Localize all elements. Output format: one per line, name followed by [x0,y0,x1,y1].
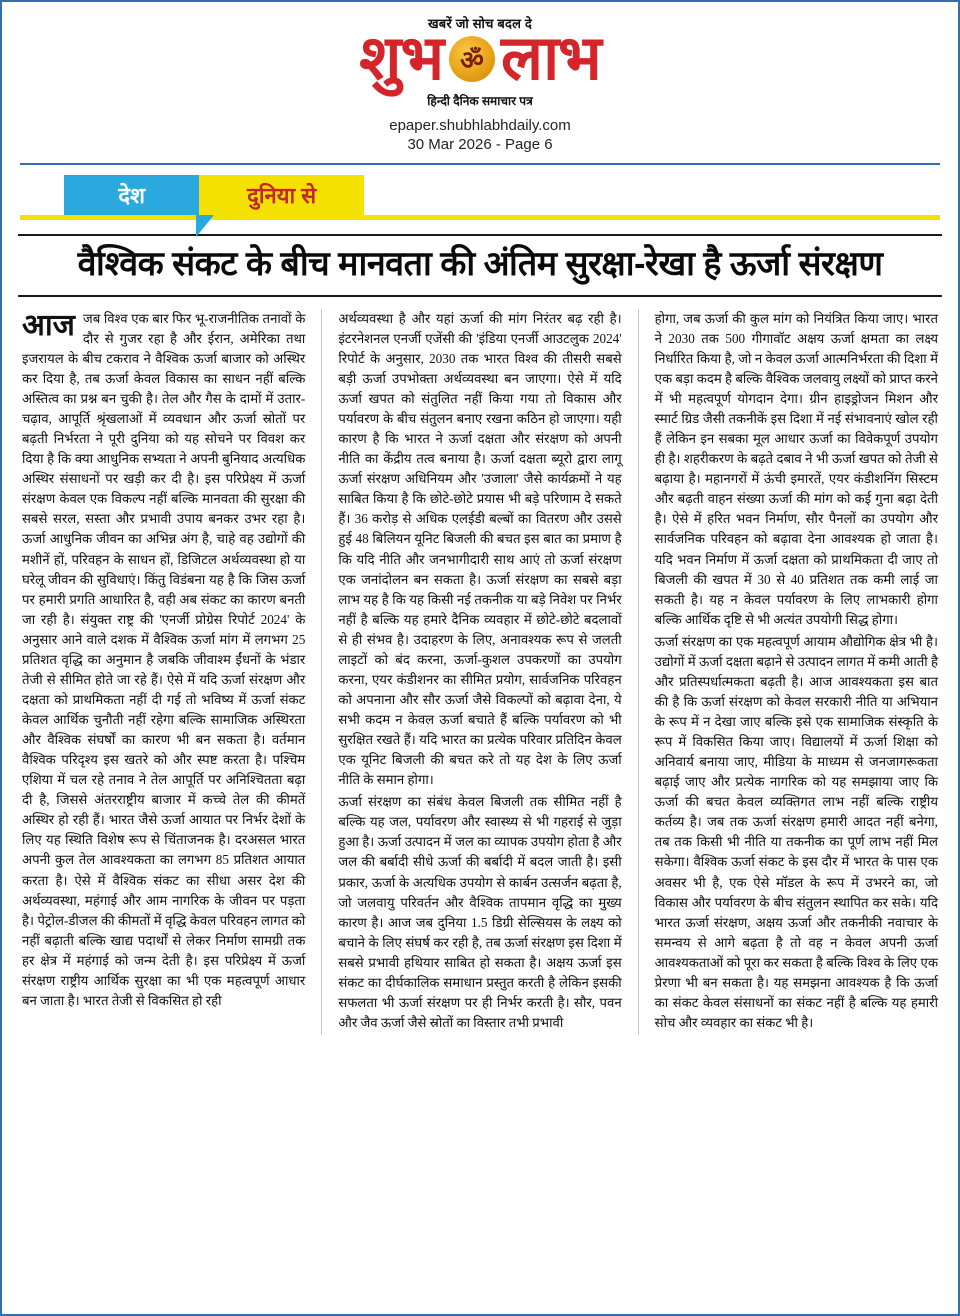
tab-duniya-se[interactable]: दुनिया से [199,175,364,215]
paragraph: होगा, जब ऊर्जा की कुल मांग को नियंत्रित किया जाए। भारत ने 2030 तक 500 गीगावॉट अक्षय ऊर्जा क्षमता का लक्ष्य निर्धारित किया है, जो न केवल ऊर्जा आत्मनिर्भरता की दिशा में एक बड़ा कदम है बल्कि वैश्विक जलवायु लक्ष्यों को प्राप्त करने में भी महत्वपूर्ण योगदान देगा। ग्रीन हाइड्रोजन मिशन और स्मार्ट ग्रिड जैसी तकनीकें इस दिशा में नई संभावनाएं खोल रही हैं लेकिन इन सबका मूल आधार ऊर्जा का विवेकपूर्ण उपयोग ही है। शहरीकरण के बढ़ते दबाव ने भी ऊर्जा खपत को तेजी से बढ़ाया है। महानगरों में ऊंची इमारतें, एयर कंडीशनिंग सिस्टम और बढ़ती वाहन संख्या ऊर्जा की मांग को कई गुना बढ़ा देती है। ऐसे में हरित भवन निर्माण, सौर पैनलों का उपयोग और सार्वजनिक परिवहन को बढ़ावा देना आवश्यक हो जाता है। यदि भवन निर्माण में ऊर्जा दक्षता को प्राथमिकता दी जाए तो बिजली की खपत में 30 से 40 प्रतिशत तक कमी लाई जा सकती है। यह न केवल पर्यावरण के लिए लाभकारी होगा बल्कि आर्थिक दृष्टि से भी अत्यंत उपयोगी सिद्ध होगा। [654,310,938,627]
paragraph: ऊर्जा संरक्षण का संबंध केवल बिजली तक सीमित नहीं है बल्कि यह जल, पर्यावरण और स्वास्थ्य से भी गहराई से जुड़ा हुआ है। ऊर्जा उत्पादन में जल का व्यापक उपयोग होता है और जल की बर्बादी सीधे ऊर्जा की बर्बादी में बदल जाती है। इसी प्रकार, ऊर्जा के अत्यधिक उपयोग से कार्बन उत्सर्जन बढ़ता है, जो जलवायु परिवर्तन और वैश्विक तापमान वृद्धि का मुख्य कारण है। आज जब दुनिया 1.5 डिग्री सेल्सियस के लक्ष्य को बचाने के लिए संघर्ष कर रही है, तब ऊर्जा संरक्षण इस दिशा में सबसे प्रभावी हथियार साबित हो सकता है। अक्षय ऊर्जा इस संकट का दीर्घकालिक समाधान प्रस्तुत करती है लेकिन इसकी सफलता भी ऊर्जा संरक्षण पर ही निर्भर करती है। सौर, पवन और जैव ऊर्जा जैसे स्रोतों का विस्तार तभी प्रभावी [338,794,622,1030]
date-and-page: 30 Mar 2026 - Page 6 [407,136,553,153]
masthead-title [359,24,601,93]
headline-band [18,234,942,297]
epaper-website[interactable]: epaper.shubhlabhdaily.com [389,117,571,134]
om-ornament-icon: ॐ [449,36,495,82]
tabs-underline [20,215,940,220]
column-divider [321,309,322,1035]
masthead-title-right: लाभ [501,24,601,93]
masthead-subtitle: हिन्दी दैनिक समाचार पत्र [427,94,533,108]
masthead-title-left: शुभ [359,24,444,93]
article-body [2,297,958,1049]
page-title: वैश्विक संकट के बीच मानवता की अंतिम सुरक्षा-रेखा है ऊर्जा संरक्षण [77,245,883,283]
section-tabs [64,175,364,215]
masthead-divider [20,163,940,165]
column-divider [638,309,639,1035]
masthead-tagline: खबरें जो सोच बदल दे [427,16,533,31]
newspaper-logo [349,12,610,113]
article-column-3 [655,309,938,1035]
paragraph: जब विश्व एक बार फिर भू-राजनीतिक तनावों के दौर से गुजर रहा है और ईरान, अमेरिका तथा इजरायल के बीच टकराव ने वैश्विक ऊर्जा बाजार को अस्थिर कर दिया है, तब ऊर्जा केवल विकास का साधन नहीं बल्कि अस्तित्व का प्रश्न बन चुकी है। तेल और गैस के दामों में उतार-चढ़ाव, आपूर्ति श्रृंखलाओं में व्यवधान और ऊर्जा स्रोतों पर बढ़ती निर्भरता ने पूरी दुनिया को यह सोचने पर विवश कर दिया है कि क्या आधुनिक सभ्यता ने अपनी बुनियाद अत्यधिक अस्थिर संसाधनों पर खड़ी कर दी है। इस परिप्रेक्ष्य में ऊर्जा संरक्षण केवल एक विकल्प नहीं बल्कि मानवता की सुरक्षा की सबसे सरल, सस्ता और प्रभावी उपाय बनकर उभर रहा है। ऊर्जा आधुनिक जीवन का अभिन्न अंग है, चाहे वह उद्योगों की मशीनें हों, परिवहन के साधन हों, डिजिटल अर्थव्यवस्था हो या घरेलू जीवन की सुविधाएं। किंतु विडंबना यह है कि जिस ऊर्जा पर हमारी प्रगति आधारित है, वही अब संकट का कारण बनती जा रही है। संयुक्त राष्ट्र की 'एनर्जी प्रोग्रेस रिपोर्ट 2024' के अनुसार आने वाले दशक में वैश्विक ऊर्जा मांग में लगभग 25 प्रतिशत वृद्धि का अनुमान है जबकि जीवाश्म ईंधनों के भंडार तेजी से सीमित होते जा रहे हैं। ऐसे में यदि ऊर्जा संरक्षण और दक्षता को प्राथमिकता नहीं दी गई तो भविष्य में ऊर्जा संकट केवल आर्थिक चुनौती नहीं रहेगा बल्कि सामाजिक अस्थिरता और वैश्विक संघर्षों का कारण भी बन सकता है। वर्तमान वैश्विक परिदृश्य इस खतरे को और स्पष्ट करता है। पश्चिम एशिया में चल रहे तनाव ने तेल आपूर्ति पर अनिश्चितता बढ़ा दी है, जिससे अंतरराष्ट्रीय बाजार में कच्चे तेल की कीमतें अस्थिर हो रही हैं। भारत जैसे ऊर्जा आयात पर निर्भर देशों के लिए यह स्थिति विशेष रूप से चिंताजनक है। दरअसल भारत अपनी कुल तेल आवश्यकता का लगभग 85 प्रतिशत आयात करता है। ऐसे में वैश्विक संकट का सीधा असर देश की अर्थव्यवस्था, महंगाई और आम नागरिक के जीवन पर पड़ता है। पेट्रोल-डीजल की कीमतों में वृद्धि केवल परिवहन लागत को नहीं बढ़ाती बल्कि खाद्य पदार्थों से लेकर निर्माण सामग्री तक हर क्षेत्र में महंगाई को जन्म देती है। इस परिप्रेक्ष्य में ऊर्जा संरक्षण राष्ट्रीय आर्थिक सुरक्षा का भी एक महत्वपूर्ण आधार बन जाता है। भारत तेजी से विकसित हो रही [22,310,306,1008]
paragraph: ऊर्जा संरक्षण का एक महत्वपूर्ण आयाम औद्योगिक क्षेत्र भी है। उद्योगों में ऊर्जा दक्षता बढ़ाने से उत्पादन लागत में कमी आती है और प्रतिस्पर्धात्मकता बढ़ती है। आज आवश्यकता इस बात की है कि ऊर्जा संरक्षण को केवल सरकारी नीति या अभियान के रूप में न देखा जाए बल्कि इसे एक सामाजिक संस्कृति के रूप में विकसित किया जाए। विद्यालयों में ऊर्जा शिक्षा को अनिवार्य बनाया जाए, मीडिया के माध्यम से जनजागरूकता बढ़ाई जाए और प्रत्येक नागरिक को यह समझाया जाए कि ऊर्जा की बचत केवल व्यक्तिगत लाभ नहीं बल्कि राष्ट्रीय कर्तव्य है। जब तक ऊर्जा संरक्षण हमारी आदत नहीं बनेगा, तब तक किसी भी नीति या तकनीक का पूर्ण लाभ नहीं मिल सकेगा। वैश्विक ऊर्जा संकट के इस दौर में भारत के पास एक अवसर भी है, एक ऐसे मॉडल के रूप में उभरने का, जो विकास और पर्यावरण के बीच संतुलन स्थापित कर सके। यदि भारत ऊर्जा संरक्षण, अक्षय ऊर्जा और तकनीकी नवाचार के समन्वय से आगे बढ़ता है तो वह न केवल अपनी ऊर्जा आवश्यकताओं को पूरा कर सकता है बल्कि विश्व के लिए एक प्रेरणा भी बन सकता है। यह समझना आवश्यक है कि ऊर्जा का संकट केवल संसाधनों का संकट नहीं है बल्कि यह हमारी सोच और व्यवहार का संकट भी है। [654,633,938,1030]
masthead [2,2,958,153]
article-column-2 [338,309,621,1035]
tab-desh[interactable]: देश [64,175,199,215]
article-column-1 [22,309,305,1035]
tab-pointer-icon [196,215,214,237]
paragraph: अर्थव्यवस्था है और यहां ऊर्जा की मांग निरंतर बढ़ रही है। इंटरनेशनल एनर्जी एजेंसी की 'इंडिया एनर्जी आउटलुक 2024' रिपोर्ट के अनुसार, 2030 तक भारत विश्व की तीसरी सबसे बड़ी ऊर्जा उपभोक्ता अर्थव्यवस्था बन जाएगा। ऐसे में यदि ऊर्जा खपत को संतुलित नहीं किया गया तो विकास और पर्यावरण के बीच संतुलन बनाए रखना कठिन हो जाएगा। यही कारण है कि भारत ने ऊर्जा दक्षता और संरक्षण को अपनी नीति का केंद्रीय तत्व बनाया है। ऊर्जा दक्षता ब्यूरो द्वारा लागू ऊर्जा संरक्षण अधिनियम और 'उजाला' जैसे कार्यक्रमों ने यह साबित किया है कि छोटे-छोटे प्रयास भी बड़े परिणाम दे सकते हैं। 36 करोड़ से अधिक एलईडी बल्बों का वितरण और उससे हुई 48 बिलियन यूनिट बिजली की बचत इस बात का प्रमाण है कि यदि नीति और जनभागीदारी साथ आएं तो ऊर्जा संरक्षण एक जनांदोलन बन सकता है। ऊर्जा संरक्षण का सबसे बड़ा लाभ यह है कि यह किसी नई तकनीक या बड़े निवेश पर निर्भर नहीं है बल्कि यह हमारे दैनिक व्यवहार में छोटे-छोटे बदलावों से ही संभव है। उदाहरण के लिए, अनावश्यक रूप से जलती लाइटों को बंद करना, ऊर्जा-कुशल उपकरणों का उपयोग करना, एयर कंडीशनर का सीमित प्रयोग, सार्वजनिक परिवहन को अपनाना और सौर ऊर्जा जैसे विकल्पों को बढ़ावा देना, ये सभी कदम न केवल ऊर्जा बचाते हैं बल्कि पर्यावरण को भी सुरक्षित रखते हैं। यदि भारत का प्रत्येक परिवार प्रतिदिन केवल एक यूनिट बिजली की बचत करे तो यह देश के लिए ऊर्जा नीति के समान होगा। [338,310,622,788]
column-dropcap: आज [22,308,75,342]
